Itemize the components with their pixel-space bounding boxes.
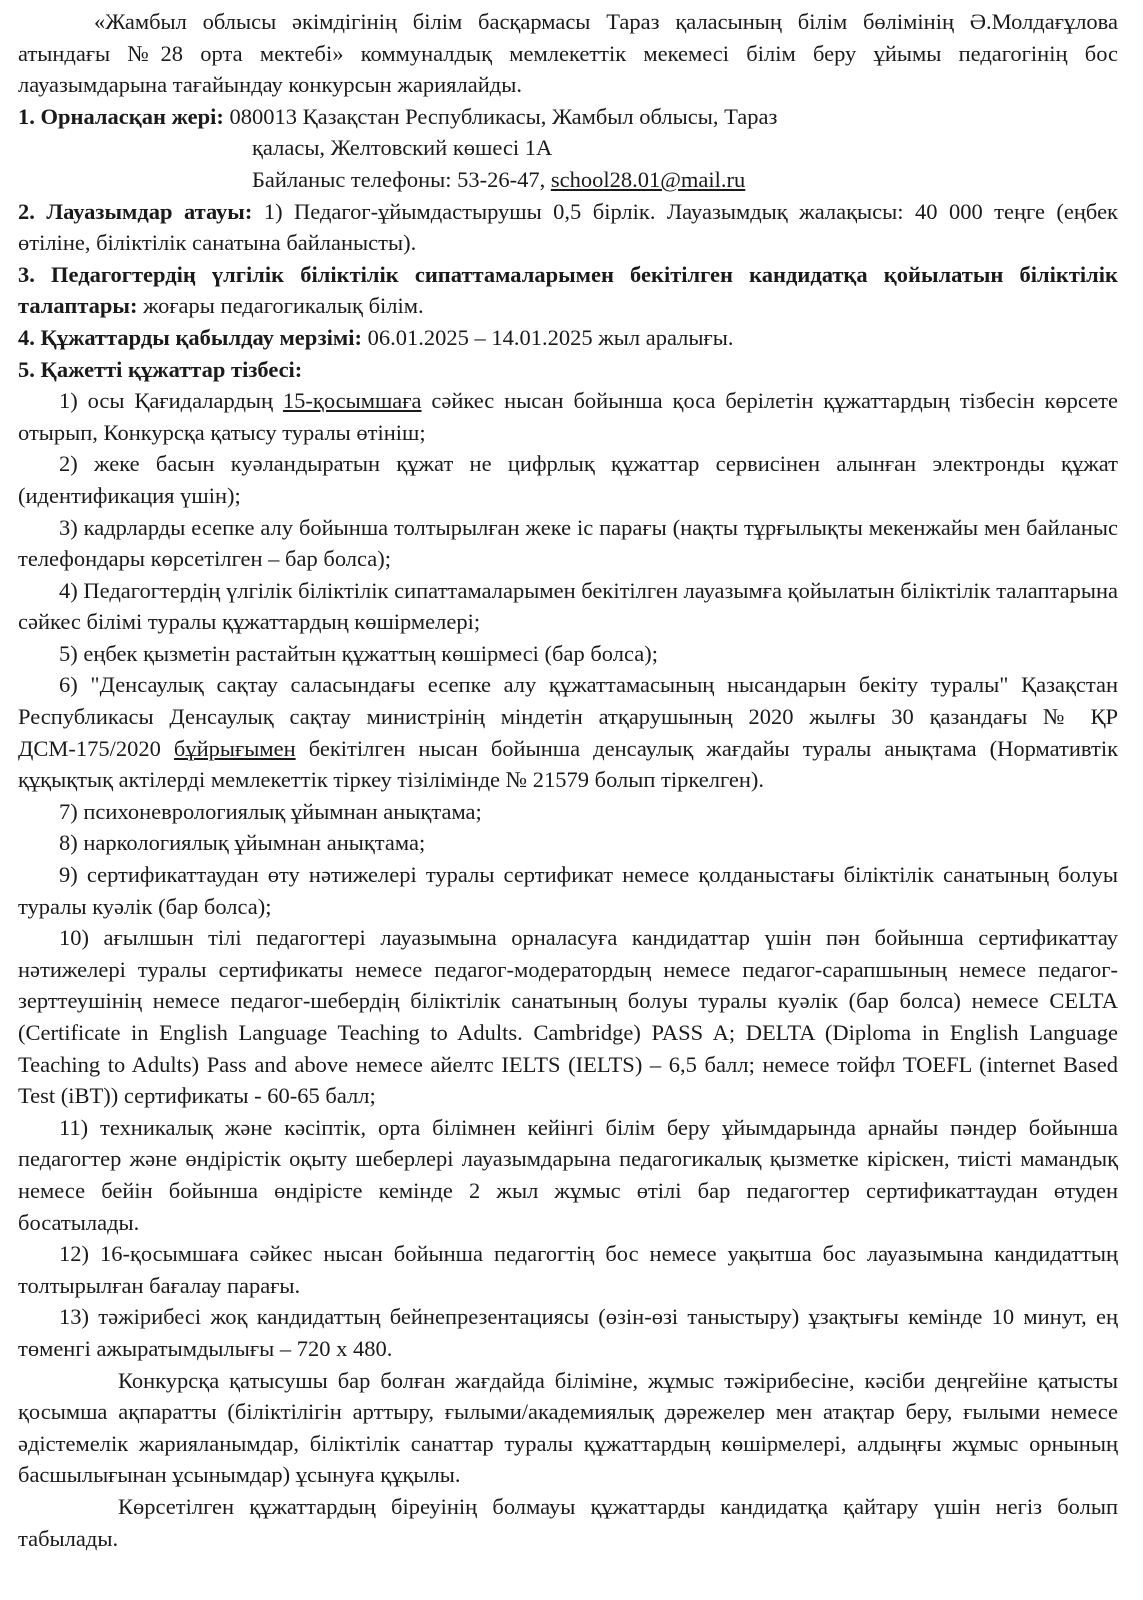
list-item-3: 3) кадрларды есепке алу бойынша толтырылған жеке іс парағы (нақты тұрғылықты мекенжайы мен байланыс телефондары көрсетілген – бар болса); xyxy=(18,514,1118,572)
list-item-10: 10) ағылшын тілі педагогтері лауазымына орналасуға кандидаттар үшін пән бойынша сертификаттау нәтижелері туралы сертификаты немесе педагог-модератордың немесе педагог-сарапшының немесе педагог-зерттеушінің немесе педагог-шебердің біліктілік санатының болуы туралы куәлік (бар болса) немесе CELTA (Certificate in English Language Teaching to Adults. Cambridge) PASS A; DELTA (Diploma in English Language Teaching to Adults) Pass and above немесе айелтс IELTS (IELTS) – 6,5 балл; немесе тойфл TOEFL (internet Based Test (iBT)) сертификаты - 60-65 балл; xyxy=(18,925,1118,1109)
section-1-label: 1. Орналасқан жері: xyxy=(18,103,224,129)
email-link[interactable]: school28.01@mail.ru xyxy=(550,166,746,192)
list-item-12: 12) 16-қосымшаға сәйкес нысан бойынша педагогтің бос немесе уақытша бос лауазымына кандидаттың толтырылған бағалау парағы. xyxy=(18,1241,1118,1298)
item-1-text-a: 1) осы Қағидалардың xyxy=(59,388,283,414)
appendix-15-link[interactable]: 15-қосымшаға xyxy=(282,388,422,414)
section-2-label: 2. Лауазымдар атауы: xyxy=(18,198,253,224)
intro-paragraph: «Жамбыл облысы әкімдігінің білім басқармасы Тараз қаласының білім бөлімінің Ә.Молдағұлова атындағы №28 орта мектебі» коммуналдық мемлекеттік мекемесі білім беру ұйымы педагогінің бос лауазымдарына тағайындау конкурсын жариялайды. xyxy=(18,9,1118,98)
section-5-heading xyxy=(18,354,1118,386)
additional-info-paragraph: Конкурсқа қатысушы бар болған жағдайда біліміне, жұмыс тәжірибесіне, кәсіби деңгейіне қатысты қосымша ақпаратты (біліктілігін арттыру, ғылыми/академиялық дәрежелер мен атақтар беру, ғылыми немесе әдістемелік жарияланымдар, біліктілік санаттар туралы құжаттардың көшірмелері, алдыңғы жұмыс орнының басшылығынан ұсынымдар) ұсынуға құқылы. xyxy=(18,1367,1118,1488)
list-item-8: 8) наркологиялық ұйымнан анықтама; xyxy=(59,830,426,856)
section-2-positions xyxy=(18,196,1118,259)
section-1-line1: 080013 Қазақстан Республикасы, Жамбыл облысы, Тараз xyxy=(223,103,778,129)
document-page xyxy=(18,6,1118,1554)
section-4-deadline xyxy=(18,322,1118,354)
section-5-label: 5. Қажетті құжаттар тізбесі: xyxy=(18,356,303,382)
section-3-label: 3. Педагогтердің үлгілік біліктілік сипаттамаларымен бекітілген кандидатқа қойылатын біліктілік талаптары: xyxy=(18,261,1118,319)
section-2-text: 1) Педагог-ұйымдастырушы 0,5 бірлік. Лауазымдық жалақысы: 40 000 теңге (еңбек өтіліне, біліктілік санатына байланысты). xyxy=(18,198,1118,256)
item-6-text-b: бекітілген нысан бойынша денсаулық жағдайы туралы анықтама (Нормативтік құқықтық актілерді мемлекеттік тіркеу тізілімінде № 21579 болып тіркелген). xyxy=(18,735,1118,793)
list-item-9: 9) сертификаттаудан өту нәтижелері туралы сертификат немесе қолданыстағы біліктілік санатының болуы туралы куәлік (бар болса); xyxy=(18,862,1118,919)
missing-docs-paragraph: Көрсетілген құжаттардың біреуінің болмауы құжаттарды кандидатқа қайтару үшін негіз болып табылады. xyxy=(18,1493,1118,1551)
list-item-5: 5) еңбек қызметін растайтын құжаттың көшірмесі (бар болса); xyxy=(59,640,658,666)
section-4-text: 06.01.2025 – 14.01.2025 жыл аралығы. xyxy=(361,324,734,350)
section-3-requirements xyxy=(18,259,1118,322)
list-item-1 xyxy=(18,385,1118,448)
list-item-2: 2) жеке басын куәландыратын құжат не цифрлық құжаттар сервисінен алынған электронды құжат (идентификация үшін); xyxy=(18,451,1118,508)
list-item-6 xyxy=(18,669,1118,795)
section-3-text: жоғары педагогикалық білім. xyxy=(137,293,424,319)
list-item-13: 13) тәжірибесі жоқ кандидаттың бейнепрезентациясы (өзін-өзі таныстыру) ұзақтығы кемінде 10 минут, ең төменгі ажыратымдылығы – 720 х 480. xyxy=(18,1304,1118,1361)
item-6-text-a: 6) "Денсаулық сақтау саласындағы есепке алу құжаттамасының нысандарын бекіту туралы" Қазақстан Республикасы Денсаулық сақтау министрінің міндетін атқарушының 2020 жылғы 30 қазандағы № ҚР ДСМ-175/2020 xyxy=(18,672,1118,761)
order-link[interactable]: бұйрығымен xyxy=(173,735,296,761)
section-1-location xyxy=(18,101,1118,133)
list-item-11: 11) техникалық және кәсіптік, орта білімнен кейінгі білім беру ұйымдарында арнайы пәндер бойынша педагогтер және өндірістік оқыту шеберлері лауазымдарына педагогикалық қызметке кіріскен, тиісті мамандық немесе бейін бойынша өндірісте кемінде 2 жыл жұмыс өтілі бар педагогтер сертификаттаудан өтуден босатылады. xyxy=(18,1114,1118,1235)
section-1-line2: қаласы, Желтовский көшесі 1А xyxy=(252,135,553,161)
contact-phone: Байланыс телефоны: 53-26-47, xyxy=(252,166,551,192)
list-item-7: 7) психоневрологиялық ұйымнан анықтама; xyxy=(59,798,482,824)
item-1-text-b: сәйкес нысан бойынша қоса берілетін құжаттардың тізбесін көрсете отырып, Конкурсқа қатысу туралы өтініш; xyxy=(18,388,1118,445)
section-1-contact xyxy=(18,164,1118,196)
section-4-label: 4. Құжаттарды қабылдау мерзімі: xyxy=(18,324,362,350)
list-item-4: 4) Педагогтердің үлгілік біліктілік сипаттамаларымен бекітілген лауазымға қойылатын біліктілік талаптарына сәйкес білімі туралы құжаттардың көшірмелері; xyxy=(18,577,1118,635)
